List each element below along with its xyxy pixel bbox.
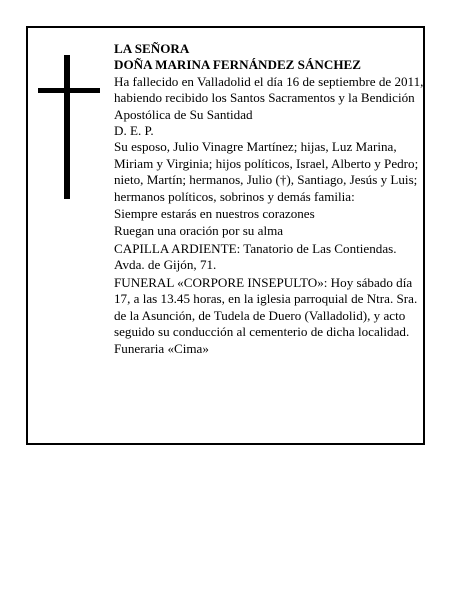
cross-vertical-bar — [64, 55, 70, 199]
family-list: Su esposo, Julio Vinagre Martínez; hijas, Luz Marina, Miriam y Virginia; hijos políticos, Israel, Alberto y Pedro; nieto, Martín; hermanos, Julio (†), Santiago, Jesús y Luis; hermanos políticos, sobrinos y demás familia: — [114, 139, 419, 204]
prayer-request: Ruegan una oración por su alma — [114, 223, 284, 239]
funeral-info: FUNERAL «CORPORE INSEPULTO»: Hoy sábado día 17, a las 13.45 horas, en la iglesia parroquial de Ntra. Sra. de la Asunción, de Tudela de Duero (Valladolid), y acto seguido su conducción al cementerio de dicha localidad. — [114, 274, 418, 339]
latin-cross-icon — [38, 55, 100, 199]
obituary-notice — [26, 26, 425, 445]
remembrance-line: Siempre estarás en nuestros corazones — [114, 206, 315, 222]
dep-line: D. E. P. — [114, 123, 154, 139]
death-announcement: Ha fallecido en Valladolid el día 16 de septiembre de 2011, habiendo recibido los Santos Sacramentos y la Bendición Apostólica de Su Santidad — [114, 73, 424, 122]
cross-horizontal-bar — [38, 88, 100, 93]
notice-text — [114, 41, 426, 358]
deceased-name: DOÑA MARINA FERNÁNDEZ SÁNCHEZ — [114, 57, 361, 73]
notice-heading-title: LA SEÑORA — [114, 41, 190, 56]
chapel-info: CAPILLA ARDIENTE: Tanatorio de Las Contiendas. Avda. de Gijón, 71. — [114, 240, 397, 273]
funeral-home: Funeraria «Cima» — [114, 341, 209, 357]
